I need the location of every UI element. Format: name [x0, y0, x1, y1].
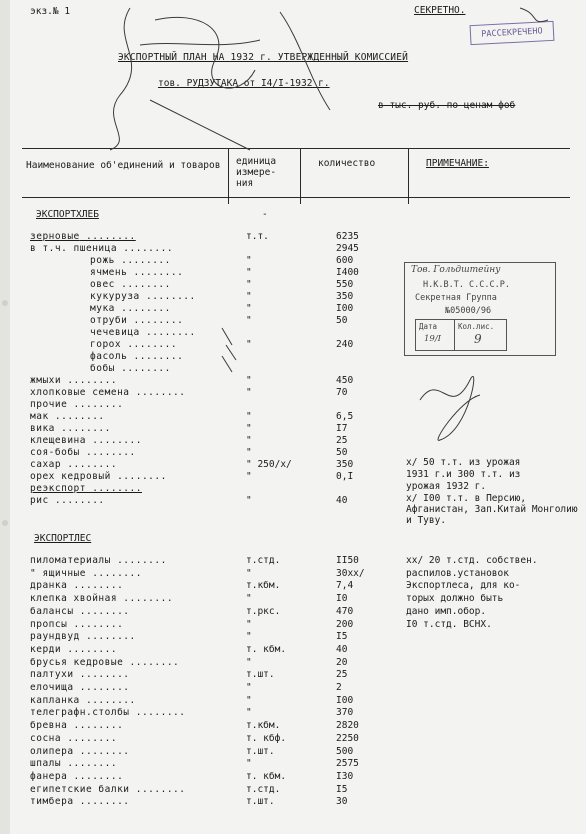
- leader-dots: ........: [127, 315, 184, 326]
- row-name: кукуруза ........: [90, 291, 196, 302]
- leader-dots: ........: [73, 746, 130, 757]
- leader-dots: ........: [73, 796, 130, 807]
- row-name: телеграфн.столбы ........: [30, 707, 186, 718]
- row-name: шпалы ........: [30, 758, 118, 769]
- row-unit: ": [246, 471, 252, 482]
- row-name: капланка ........: [30, 695, 136, 706]
- classification-mark: СЕКРЕТНО.: [414, 5, 466, 16]
- leader-dots: ........: [67, 399, 124, 410]
- leader-dots: ........: [114, 363, 171, 374]
- stamp-date-value: 19/I: [424, 334, 442, 344]
- row-quantity: 470: [336, 606, 354, 617]
- row-unit: ": [246, 657, 252, 668]
- leader-dots: ........: [129, 784, 186, 795]
- section-title: ЭКСПОРТЛЕС: [34, 533, 92, 544]
- row-unit: ": [246, 315, 252, 326]
- leader-dots: ........: [85, 483, 142, 494]
- leader-dots: ........: [79, 447, 136, 458]
- row-name: египетские балки ........: [30, 784, 186, 795]
- row-name: брусья кедровые ........: [30, 657, 180, 668]
- column-header-name: Наименование об'единений и товаров: [26, 160, 221, 171]
- declassified-stamp: РАССЕКРЕЧЕНО: [470, 21, 555, 45]
- row-name: рис ........: [30, 495, 105, 506]
- leader-dots: ........: [73, 669, 130, 680]
- row-unit: " 250/x/: [246, 459, 292, 470]
- leader-dots: ........: [61, 644, 118, 655]
- row-name: овес ........: [90, 279, 171, 290]
- leader-dots: ........: [110, 555, 167, 566]
- row-unit: т.шт.: [246, 796, 275, 807]
- row-unit: ": [246, 291, 252, 302]
- row-quantity: 70: [336, 387, 348, 398]
- units-note: в тыс. руб. по ценам фоб: [378, 100, 516, 111]
- row-note: x/ I00 т.т. в Персию, Афганистан, Зап.Китай Монголию и Туву.: [406, 493, 578, 526]
- stamp-org: Н.К.В.Т. С.С.С.Р.: [423, 280, 510, 290]
- row-name: орех кедровый ........: [30, 471, 167, 482]
- row-unit: т.стд.: [246, 555, 281, 566]
- row-unit: т.стд.: [246, 784, 281, 795]
- row-name: дранка ........: [30, 580, 124, 591]
- row-quantity: 25: [336, 669, 348, 680]
- column-header-notes: ПРИМЕЧАНИЕ:: [426, 158, 489, 169]
- leader-dots: ........: [123, 657, 180, 668]
- row-name: прочие ........: [30, 399, 124, 410]
- leader-dots: ........: [85, 568, 142, 579]
- row-unit: ": [246, 387, 252, 398]
- row-note: распилов.установок: [406, 568, 509, 579]
- row-quantity: I7: [336, 423, 348, 434]
- leader-dots: ........: [67, 619, 124, 630]
- leader-dots: ........: [48, 411, 105, 422]
- row-quantity: 6235: [336, 231, 359, 242]
- row-unit: ": [246, 435, 252, 446]
- leader-dots: ........: [67, 580, 124, 591]
- row-quantity: 25: [336, 435, 348, 446]
- row-name: клещевина ........: [30, 435, 142, 446]
- row-unit: ": [246, 339, 252, 350]
- row-name: отруби ........: [90, 315, 184, 326]
- row-quantity: 350: [336, 459, 354, 470]
- leader-dots: ........: [117, 243, 174, 254]
- row-name: раундвуд ........: [30, 631, 136, 642]
- leader-dots: ........: [67, 720, 124, 731]
- row-name: пиломатериалы ........: [30, 555, 167, 566]
- stamp-department: Секретная Группа: [415, 293, 497, 303]
- row-name: бревна ........: [30, 720, 124, 731]
- row-unit: ": [246, 707, 252, 718]
- row-unit: ": [246, 682, 252, 693]
- row-quantity: 2945: [336, 243, 359, 254]
- leader-dots: ........: [114, 255, 171, 266]
- row-name: " ящичные ........: [30, 568, 142, 579]
- row-name: жмыхи ........: [30, 375, 118, 386]
- row-quantity: 350: [336, 291, 354, 302]
- stamp-count-value: 9: [474, 332, 482, 346]
- row-name: палтухи ........: [30, 669, 130, 680]
- leader-dots: ........: [79, 631, 136, 642]
- leader-dots: ........: [61, 375, 118, 386]
- row-unit: ": [246, 255, 252, 266]
- column-header-unit: единица измере- ния: [236, 156, 277, 189]
- row-unit: ": [246, 279, 252, 290]
- row-unit: ": [246, 631, 252, 642]
- row-quantity: I0: [336, 593, 348, 604]
- leader-dots: ........: [73, 682, 130, 693]
- row-name: сосна ........: [30, 733, 118, 744]
- leader-dots: ........: [139, 327, 196, 338]
- row-quantity: 2575: [336, 758, 359, 769]
- row-name: бобы ........: [90, 363, 171, 374]
- row-quantity: I400: [336, 267, 359, 278]
- copy-number: экз.№ 1: [30, 6, 71, 17]
- leader-dots: ........: [79, 695, 136, 706]
- row-quantity: 7,4: [336, 580, 354, 591]
- row-name: мак ........: [30, 411, 105, 422]
- stamp-handwritten-addressee: Тов. Гольдштейну: [411, 265, 501, 275]
- leader-dots: ........: [61, 733, 118, 744]
- row-quantity: 6,5: [336, 411, 354, 422]
- row-unit: ": [246, 695, 252, 706]
- stamp-date-label: Дата: [419, 322, 438, 331]
- row-unit: ": [246, 447, 252, 458]
- row-quantity: I00: [336, 695, 354, 706]
- row-quantity: 2820: [336, 720, 359, 731]
- row-unit: т.шт.: [246, 669, 275, 680]
- leader-dots: ........: [67, 771, 124, 782]
- leader-dots: ........: [129, 387, 186, 398]
- row-quantity: 20: [336, 657, 348, 668]
- row-name: ячмень ........: [90, 267, 184, 278]
- row-quantity: 30xx/: [336, 568, 365, 579]
- row-quantity: 50: [336, 447, 348, 458]
- row-unit: ": [246, 267, 252, 278]
- row-quantity: 450: [336, 375, 354, 386]
- leader-dots: ........: [48, 495, 105, 506]
- leader-dots: ........: [127, 267, 184, 278]
- row-quantity: 40: [336, 495, 348, 506]
- row-name: клепка хвойная ........: [30, 593, 174, 604]
- stamp-number: №05000/96: [445, 306, 492, 316]
- leader-dots: ........: [54, 423, 111, 434]
- row-quantity: 600: [336, 255, 354, 266]
- leader-dots: ........: [114, 303, 171, 314]
- column-header-quantity: количество: [318, 158, 376, 169]
- row-name: рожь ........: [90, 255, 171, 266]
- row-name: фанера ........: [30, 771, 124, 782]
- leader-dots: ........: [61, 459, 118, 470]
- row-quantity: 30: [336, 796, 348, 807]
- row-name: вика ........: [30, 423, 111, 434]
- row-quantity: I5: [336, 631, 348, 642]
- handwritten-signature: [110, 8, 548, 440]
- row-name: чечевица ........: [90, 327, 196, 338]
- leader-dots: ........: [121, 339, 178, 350]
- row-note: Экспортлеса, для ко-: [406, 580, 521, 591]
- row-name: олипера ........: [30, 746, 130, 757]
- row-unit: т. кбф.: [246, 733, 287, 744]
- row-name: мука ........: [90, 303, 171, 314]
- row-quantity: 500: [336, 746, 354, 757]
- row-note: xx/ 20 т.стд. собствен.: [406, 555, 538, 566]
- row-quantity: 2: [336, 682, 342, 693]
- row-quantity: I5: [336, 784, 348, 795]
- row-quantity: 370: [336, 707, 354, 718]
- leader-dots: ........: [127, 351, 184, 362]
- row-unit: ": [246, 411, 252, 422]
- row-name: елочища ........: [30, 682, 130, 693]
- row-name: тимбера ........: [30, 796, 130, 807]
- row-quantity: II50: [336, 555, 359, 566]
- row-unit: ": [246, 375, 252, 386]
- row-unit: т.кбм.: [246, 720, 281, 731]
- row-note: урожая 1932 г.: [406, 481, 487, 492]
- row-note: дано имп.обор.: [406, 606, 487, 617]
- section-title: ЭКСПОРТХЛЕБ: [36, 209, 99, 220]
- row-unit: ": [246, 495, 252, 506]
- row-name: реэкспорт ........: [30, 483, 142, 494]
- row-unit: т.т.: [246, 231, 269, 242]
- row-note: I0 т.стд. ВСНХ.: [406, 619, 492, 630]
- row-unit: ": [246, 568, 252, 579]
- row-name: сахар ........: [30, 459, 118, 470]
- row-quantity: 0,I: [336, 471, 354, 482]
- row-name: соя-бобы ........: [30, 447, 136, 458]
- leader-dots: ........: [139, 291, 196, 302]
- leader-dots: ........: [129, 707, 186, 718]
- row-name: керди ........: [30, 644, 118, 655]
- leader-dots: ........: [79, 231, 136, 242]
- row-quantity: I00: [336, 303, 354, 314]
- row-name: горох ........: [90, 339, 178, 350]
- document-title-line1: ЭКСПОРТНЫЙ ПЛАН НА 1932 г. УТВЕРЖДЕННЫЙ КОМИССИЕЙ: [118, 52, 409, 63]
- section-unit: -: [262, 209, 268, 220]
- row-name: в т.ч. пшеница ........: [30, 243, 174, 254]
- stamp-count-label: Кол.лис.: [458, 322, 495, 331]
- row-unit: ": [246, 303, 252, 314]
- row-quantity: 40: [336, 644, 348, 655]
- row-name: фасоль ........: [90, 351, 184, 362]
- row-quantity: 550: [336, 279, 354, 290]
- document-title-line2: тов. РУДЗУТАКА от I4/I-1932 г.: [158, 78, 330, 89]
- row-unit: ": [246, 619, 252, 630]
- row-quantity: 2250: [336, 733, 359, 744]
- row-note: x/ 50 т.т. из урожая: [406, 457, 521, 468]
- row-quantity: 200: [336, 619, 354, 630]
- leader-dots: ........: [110, 471, 167, 482]
- leader-dots: ........: [114, 279, 171, 290]
- row-unit: т.ркс.: [246, 606, 281, 617]
- row-quantity: I30: [336, 771, 354, 782]
- row-unit: т. кбм.: [246, 644, 287, 655]
- row-note: торых должно быть: [406, 593, 504, 604]
- row-unit: ": [246, 423, 252, 434]
- leader-dots: ........: [73, 606, 130, 617]
- row-unit: ": [246, 758, 252, 769]
- row-name: хлопковые семена ........: [30, 387, 186, 398]
- row-unit: т. кбм.: [246, 771, 287, 782]
- leader-dots: ........: [61, 758, 118, 769]
- leader-dots: ........: [85, 435, 142, 446]
- row-name: балансы ........: [30, 606, 130, 617]
- row-unit: т.кбм.: [246, 580, 281, 591]
- row-quantity: 50: [336, 315, 348, 326]
- row-quantity: 240: [336, 339, 354, 350]
- row-unit: т.шт.: [246, 746, 275, 757]
- row-unit: ": [246, 593, 252, 604]
- leader-dots: ........: [117, 593, 174, 604]
- row-name: пропсы ........: [30, 619, 124, 630]
- row-name: зерновые ........: [30, 231, 136, 242]
- row-note: 1931 г.и 300 т.т. из: [406, 469, 521, 480]
